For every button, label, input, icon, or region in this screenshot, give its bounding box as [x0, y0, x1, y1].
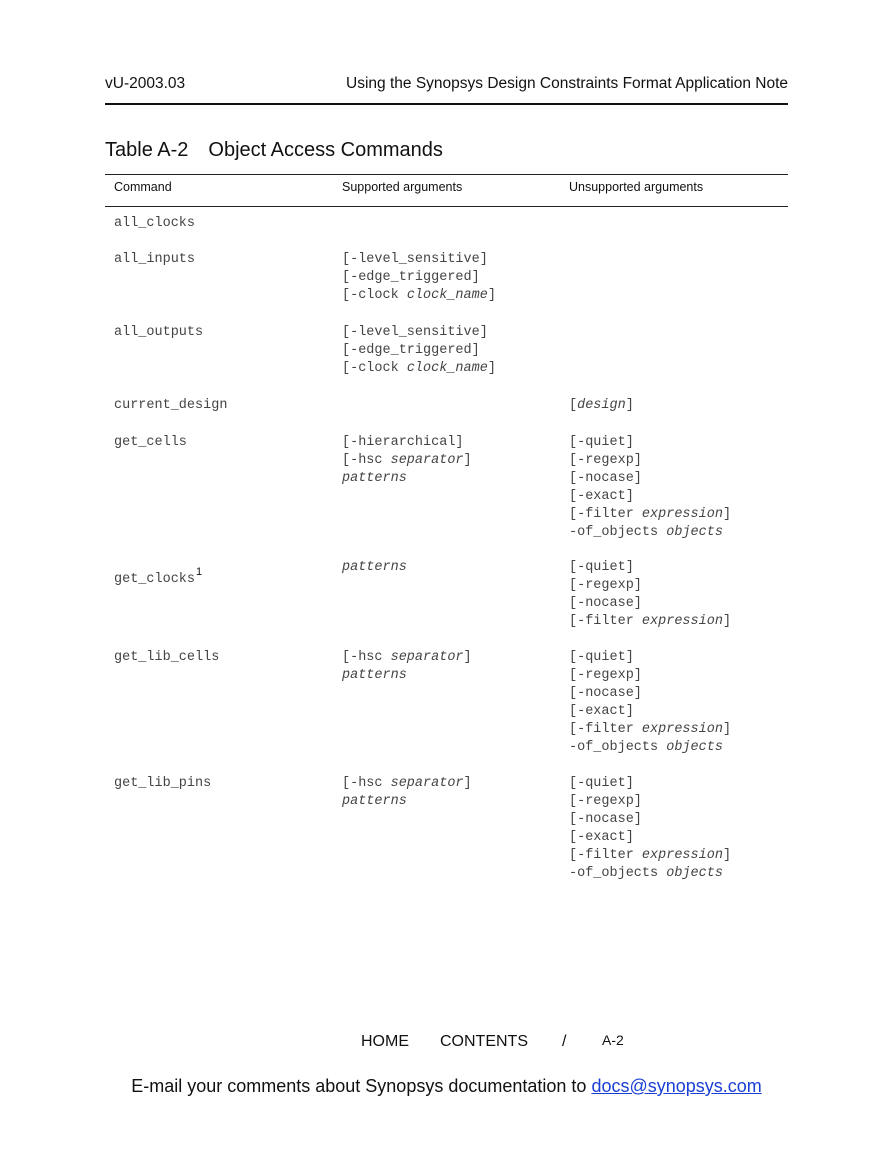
argument-placeholder: expression [641, 722, 723, 737]
table-header-rule [105, 206, 788, 207]
unsupported-arguments-cell [569, 397, 634, 415]
argument-text: ] [463, 776, 472, 791]
argument-placeholder: objects [666, 740, 723, 755]
argument-text: ] [722, 848, 732, 863]
argument-text: [-quiet] [569, 776, 634, 791]
feedback-line [0, 1076, 893, 1097]
command-cell [114, 775, 211, 793]
argument-text: [-nocase] [569, 686, 642, 701]
argument-placeholder: patterns [342, 668, 407, 683]
command-name: get_lib_pins [114, 776, 212, 791]
header-rule [105, 103, 788, 105]
argument-text: ] [487, 361, 496, 376]
command-name: all_clocks [114, 216, 196, 231]
argument-text: [-regexp] [569, 578, 642, 593]
supported-arguments-cell [342, 251, 496, 305]
argument-line [569, 452, 731, 470]
argument-placeholder: objects [666, 866, 723, 881]
argument-text: [-quiet] [569, 560, 634, 575]
argument-text: [-filter [569, 614, 642, 629]
argument-text: [-nocase] [569, 596, 642, 611]
argument-line [569, 524, 731, 542]
argument-text: [-regexp] [569, 453, 642, 468]
column-header-supported: Supported arguments [342, 180, 463, 194]
argument-line [342, 452, 472, 470]
table-title: Object Access Commands [208, 139, 443, 161]
argument-line [569, 506, 731, 524]
argument-text: ] [487, 288, 496, 303]
argument-placeholder: patterns [342, 794, 407, 809]
argument-line [342, 649, 472, 667]
argument-text: [-hierarchical] [342, 435, 464, 450]
argument-line [569, 865, 731, 883]
argument-text: -of_objects [569, 740, 667, 755]
command-cell [114, 251, 195, 269]
argument-text: [-hsc [342, 776, 391, 791]
argument-line [342, 775, 472, 793]
command-cell [114, 215, 195, 233]
argument-text: [ [569, 398, 578, 413]
argument-line [569, 577, 731, 595]
argument-line [342, 559, 407, 577]
table-top-rule [105, 174, 788, 175]
argument-text: [-hsc [342, 453, 391, 468]
argument-line [569, 667, 731, 685]
argument-text: [-exact] [569, 489, 634, 504]
table-caption [105, 139, 443, 162]
argument-placeholder: expression [641, 507, 723, 522]
command-name: current_design [114, 398, 228, 413]
argument-line [569, 739, 731, 757]
argument-placeholder: separator [390, 650, 464, 665]
argument-text: [-quiet] [569, 435, 634, 450]
supported-arguments-cell [342, 649, 472, 685]
supported-arguments-cell [342, 324, 496, 378]
supported-arguments-cell [342, 559, 407, 577]
command-cell [114, 397, 227, 415]
argument-text: [-hsc [342, 650, 391, 665]
command-name: get_lib_cells [114, 650, 220, 665]
table-number: Table A-2 [105, 139, 189, 161]
argument-line [569, 613, 731, 631]
argument-line [569, 775, 731, 793]
argument-placeholder: clock_name [406, 288, 488, 303]
argument-text: [-clock [342, 288, 407, 303]
argument-text: [-clock [342, 361, 407, 376]
argument-line [569, 721, 731, 739]
argument-line [342, 324, 496, 342]
argument-line [569, 559, 731, 577]
argument-line [569, 470, 731, 488]
command-cell [114, 324, 203, 342]
argument-text: [-exact] [569, 704, 634, 719]
column-header-unsupported: Unsupported arguments [569, 180, 704, 194]
argument-text: [-nocase] [569, 812, 642, 827]
feedback-text: E-mail your comments about Synopsys documentation to [131, 1076, 592, 1096]
home-link[interactable]: HOME [361, 1033, 409, 1050]
page-number: A-2 [602, 1032, 624, 1048]
command-name: get_clocks [114, 572, 196, 587]
argument-line [342, 342, 496, 360]
argument-line [569, 703, 731, 721]
argument-line [569, 829, 731, 847]
argument-text: [-level_sensitive] [342, 325, 488, 340]
command-name: all_inputs [114, 252, 196, 267]
argument-placeholder: separator [390, 453, 464, 468]
argument-line [569, 649, 731, 667]
argument-text: [-regexp] [569, 668, 642, 683]
argument-text: [-nocase] [569, 471, 642, 486]
unsupported-arguments-cell [569, 559, 731, 631]
argument-line [342, 251, 496, 269]
argument-placeholder: objects [666, 525, 723, 540]
unsupported-arguments-cell [569, 649, 731, 757]
argument-line [342, 667, 472, 685]
contents-link[interactable]: CONTENTS [440, 1033, 528, 1050]
argument-placeholder: separator [390, 776, 464, 791]
argument-placeholder: design [577, 398, 626, 413]
argument-line [569, 793, 731, 811]
argument-line [342, 287, 496, 305]
argument-text: ] [463, 453, 472, 468]
argument-placeholder: clock_name [406, 361, 488, 376]
argument-text: ] [722, 614, 732, 629]
argument-text: -of_objects [569, 866, 667, 881]
argument-text: ] [625, 398, 634, 413]
command-name: all_outputs [114, 325, 204, 340]
argument-text: [-quiet] [569, 650, 634, 665]
column-header-command: Command [114, 180, 172, 194]
unsupported-arguments-cell [569, 434, 731, 542]
argument-line [569, 847, 731, 865]
argument-line [569, 488, 731, 506]
argument-text: [-filter [569, 507, 642, 522]
footnote-marker: 1 [196, 566, 203, 578]
email-link[interactable]: docs@synopsys.com [591, 1076, 762, 1096]
command-name: get_cells [114, 435, 187, 450]
argument-text: [-edge_triggered] [342, 343, 480, 358]
argument-text: [-regexp] [569, 794, 642, 809]
command-cell [114, 559, 202, 585]
nav-separator: / [562, 1033, 567, 1050]
argument-line [342, 434, 472, 452]
argument-placeholder: expression [641, 848, 723, 863]
command-cell [114, 434, 187, 452]
argument-line [342, 470, 472, 488]
argument-line [342, 360, 496, 378]
doc-title: Using the Synopsys Design Constraints Format Application Note [346, 75, 788, 92]
argument-line [569, 811, 731, 829]
argument-text: ] [463, 650, 472, 665]
argument-text: [-level_sensitive] [342, 252, 488, 267]
argument-line [569, 685, 731, 703]
argument-text: ] [722, 722, 732, 737]
argument-text: [-edge_triggered] [342, 270, 480, 285]
argument-line [569, 397, 634, 415]
argument-line [342, 793, 472, 811]
argument-text: -of_objects [569, 525, 667, 540]
argument-text: [-exact] [569, 830, 634, 845]
argument-placeholder: patterns [342, 560, 407, 575]
argument-line [569, 434, 731, 452]
doc-version: vU-2003.03 [105, 75, 186, 92]
command-cell [114, 649, 219, 667]
argument-text: [-filter [569, 722, 642, 737]
supported-arguments-cell [342, 775, 472, 811]
argument-text: [-filter [569, 848, 642, 863]
unsupported-arguments-cell [569, 775, 731, 883]
argument-placeholder: expression [641, 614, 723, 629]
supported-arguments-cell [342, 434, 472, 488]
argument-text: ] [722, 507, 732, 522]
argument-line [569, 595, 731, 613]
argument-placeholder: patterns [342, 471, 407, 486]
argument-line [342, 269, 496, 287]
